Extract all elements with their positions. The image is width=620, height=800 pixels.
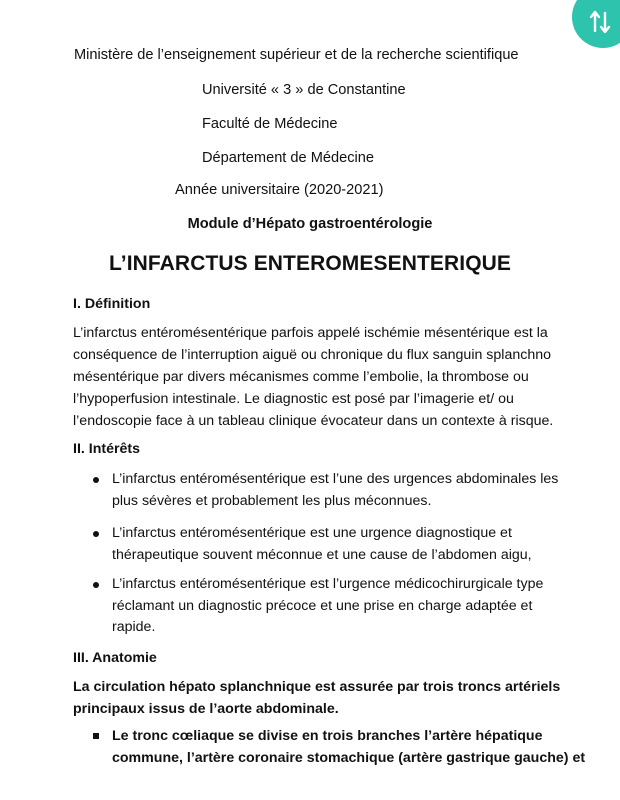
list-item [93,523,543,566]
list-item [93,469,559,512]
list-item-line: Le tronc cœliaque se divise en trois branches l’artère hépatique [112,728,543,744]
list-item-line: L’infarctus entéromésentérique est l’urgence médicochirurgicale type [112,576,544,592]
paragraph-line: l’hypoperfusion intestinale. Le diagnostic est posé par l’imagerie et/ ou [73,391,514,407]
paragraph-line: L’infarctus entéromésentérique parfois appelé ischémie mésentérique est la [73,325,548,341]
paragraph-line: l’endoscopie face à un tableau clinique évocateur dans un contexte à risque. [73,413,554,429]
paragraph-line: mésentérique par divers mécanismes comme l’embolie, la thrombose ou [73,369,529,385]
section-heading-anatomie: III. Anatomie [73,650,157,666]
faculty-line: Faculté de Médecine [202,116,338,132]
anatomie-intro-paragraph [73,676,561,720]
list-item-line: rapide. [112,619,156,635]
list-item [93,574,543,639]
paragraph-line: conséquence de l’interruption aiguë ou chronique du flux sanguin splanchno [73,347,551,363]
bullet-dot [93,531,99,537]
academic-year-line: Année universitaire (2020-2021) [175,182,384,198]
bullet-dot [93,582,99,588]
list-item-line: plus sévères et probablement les plus méconnues. [112,492,432,509]
paragraph-line: principaux issus de l’aorte abdominale. [73,701,339,717]
sort-toggle-button[interactable] [572,0,620,48]
bullet-square [93,733,99,739]
module-title: Module d’Hépato gastroentérologie [187,216,433,232]
university-line: Université « 3 » de Constantine [202,82,406,98]
sort-arrows-icon [589,9,611,35]
bullet-dot [93,477,99,483]
document-title: L’INFARCTUS ENTEROMESENTERIQUE [108,252,512,275]
list-item-line: réclamant un diagnostic précoce et une prise en charge adaptée et [112,597,533,614]
ministry-line: Ministère de l’enseignement supérieur et de la recherche scientifique [74,47,519,63]
list-item-line: L’infarctus entéromésentérique est une urgence diagnostique et [112,525,512,541]
list-item [93,726,586,769]
definition-paragraph [73,322,554,432]
paragraph-line: La circulation hépato splanchnique est assurée par trois troncs artériels [73,679,561,695]
list-item-line: L’infarctus entéromésentérique est l’une des urgences abdominales les [112,471,559,487]
section-heading-definition: I. Définition [73,296,151,312]
list-item-line: thérapeutique souvent méconnue et une cause de l’abdomen aigu, [112,546,532,563]
section-heading-interets: II. Intérêts [73,441,141,457]
department-line: Département de Médecine [202,150,374,166]
list-item-line: commune, l’artère coronaire stomachique (artère gastrique gauche) et [112,749,586,766]
